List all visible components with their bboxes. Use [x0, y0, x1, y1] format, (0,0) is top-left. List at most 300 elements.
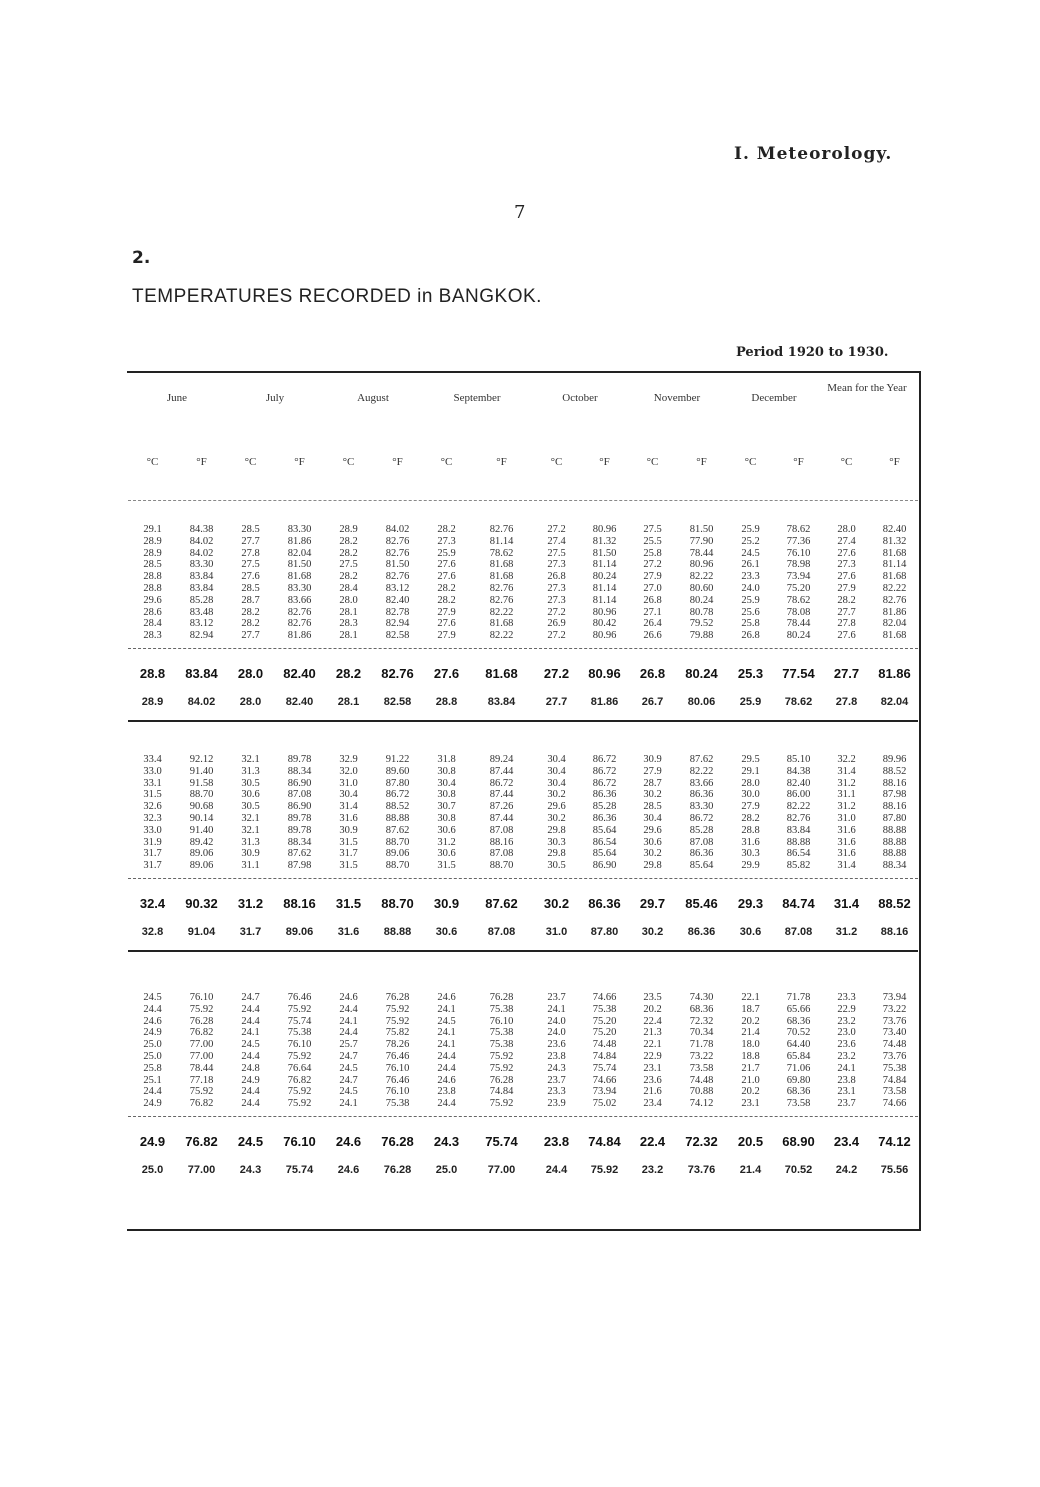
table-cell: 24.1 [437, 1039, 456, 1051]
table-cell: 24.1 [339, 1098, 358, 1110]
table-cell: 25.5 [643, 535, 662, 547]
table-cell: 74.66 [882, 1098, 907, 1110]
table-cell: 29.6 [643, 824, 662, 836]
table-cell: 69.80 [786, 1074, 811, 1086]
table-cell: 23.4 [643, 1098, 662, 1110]
table-cell: 81.14 [489, 535, 514, 547]
table-cell: 24.4 [143, 1003, 162, 1015]
table-cell: 25.0 [435, 1164, 458, 1176]
table-cell: 28.2 [335, 666, 362, 681]
table-cell: 85.64 [689, 860, 714, 872]
table-cell: 27.9 [437, 630, 456, 642]
table-cell: 28.8 [741, 824, 760, 836]
table-cell: 31.4 [339, 801, 358, 813]
table-cell: 82.76 [882, 594, 907, 606]
table-cell: 82.76 [786, 813, 811, 824]
table-cell: 23.6 [837, 1039, 856, 1051]
table-cell: 24.3 [547, 1062, 566, 1074]
table-cell: 82.76 [287, 606, 312, 618]
table-cell: 24.5 [437, 1015, 456, 1027]
table-cell: 30.2 [547, 813, 566, 824]
table-cell: 87.62 [485, 896, 518, 911]
table-cell: 27.9 [741, 801, 760, 813]
table-cell: 87.08 [489, 824, 514, 836]
table-cell: 31.0 [339, 777, 358, 789]
table-cell: 80.96 [689, 559, 714, 571]
table-cell: 81.14 [592, 559, 617, 571]
table-cell: 76.64 [287, 1062, 312, 1074]
table-cell: 24.0 [547, 1015, 566, 1027]
table-cell: 24.6 [437, 1074, 456, 1086]
table-cell: 91.58 [189, 777, 214, 789]
table-cell: 30.3 [547, 836, 566, 848]
section-number: 2. [132, 248, 151, 268]
table-cell: 28.1 [337, 696, 360, 708]
table-cell: 81.14 [592, 583, 617, 594]
table-cell: 77.18 [189, 1074, 214, 1086]
table-cell: 80.24 [689, 594, 714, 606]
table-cell: 30.7 [437, 801, 456, 813]
table-cell: 81.50 [385, 559, 410, 571]
table-cell: 27.7 [837, 606, 856, 618]
table-cell: 73.58 [786, 1098, 811, 1110]
table-cell: 82.76 [385, 571, 410, 583]
table-cell: 24.6 [337, 1164, 360, 1176]
table-cell: 28.7 [643, 777, 662, 789]
table-cell: 24.4 [339, 1027, 358, 1039]
table-cell: 68.36 [786, 1086, 811, 1098]
unit-header-3: °F [294, 456, 305, 468]
table-cell: 88.16 [880, 926, 909, 938]
table-cell: 23.1 [837, 1086, 856, 1098]
table-cell: 77.00 [187, 1164, 216, 1176]
unit-header-6: °C [440, 456, 453, 468]
table-cell: 30.5 [547, 860, 566, 872]
table-cell: 31.5 [143, 789, 162, 801]
table-cell: 28.0 [239, 696, 262, 708]
table-row [128, 1051, 918, 1063]
table-cell: 23.3 [741, 571, 760, 583]
table-cell: 88.16 [882, 777, 907, 789]
table-cell: 85.64 [592, 824, 617, 836]
table-cell: 26.1 [741, 559, 760, 571]
table-cell: 81.14 [882, 559, 907, 571]
table-cell: 85.46 [685, 896, 718, 911]
table-cell: 25.3 [737, 666, 764, 681]
table-cell: 92.12 [189, 754, 214, 765]
table-cell: 18.8 [741, 1051, 760, 1062]
table-cell: 81.86 [882, 606, 907, 618]
table-cell: 88.52 [878, 896, 911, 911]
table-cell: 86.36 [592, 813, 617, 824]
table-cell: 23.4 [833, 1134, 860, 1149]
table-cell: 82.94 [189, 630, 214, 642]
table-cell: 24.4 [241, 1003, 260, 1015]
table-cell: 89.78 [287, 813, 312, 824]
unit-header-8: °C [550, 456, 563, 468]
table-cell: 30.3 [741, 848, 760, 860]
table-cell: 88.88 [385, 813, 410, 824]
table-cell: 31.8 [437, 754, 456, 765]
table-cell: 31.2 [835, 926, 858, 938]
unit-header-13: °F [793, 456, 804, 468]
subtotal-divider [128, 1116, 918, 1117]
table-cell: 82.76 [287, 618, 312, 630]
table-cell: 27.9 [643, 765, 662, 777]
table-cell: 27.6 [433, 666, 460, 681]
table-row [128, 595, 918, 607]
table-cell: 28.8 [139, 666, 166, 681]
table-cell: 71.06 [786, 1062, 811, 1074]
table-cell: 28.2 [437, 594, 456, 606]
table-cell: 25.0 [143, 1039, 162, 1051]
table-cell: 91.40 [189, 824, 214, 836]
table-cell: 30.4 [339, 789, 358, 801]
table-cell: 87.08 [489, 848, 514, 860]
table-cell: 70.52 [786, 1027, 811, 1039]
table-cell: 77.90 [689, 535, 714, 547]
table-cell: 75.38 [489, 1003, 514, 1015]
table-cell: 76.10 [287, 1039, 312, 1051]
table-cell: 31.4 [837, 765, 856, 777]
table-cell: 73.22 [882, 1003, 907, 1015]
table-cell: 78.44 [689, 547, 714, 559]
table-cell: 87.08 [784, 926, 813, 938]
table-cell: 88.88 [882, 824, 907, 836]
table-cell: 23.3 [547, 1086, 566, 1098]
table-cell: 78.08 [786, 606, 811, 618]
table-row [128, 1063, 918, 1075]
table-cell: 23.2 [837, 1051, 856, 1062]
table-cell: 83.30 [287, 524, 312, 535]
table-cell: 30.9 [339, 824, 358, 836]
table-cell: 29.5 [741, 754, 760, 765]
table-cell: 87.08 [689, 836, 714, 848]
table-cell: 28.2 [837, 594, 856, 606]
mean-row [128, 1164, 918, 1176]
table-cell: 83.12 [189, 618, 214, 630]
table-cell: 24.4 [437, 1098, 456, 1110]
table-cell: 23.7 [837, 1098, 856, 1110]
table-cell: 82.76 [381, 666, 414, 681]
table-cell: 86.54 [592, 836, 617, 848]
table-cell: 86.72 [592, 754, 617, 765]
table-cell: 28.2 [241, 606, 260, 618]
table-cell: 76.82 [189, 1027, 214, 1039]
mean-row [128, 926, 918, 938]
table-cell: 88.88 [882, 848, 907, 860]
table-cell: 28.2 [437, 524, 456, 535]
table-cell: 83.12 [385, 583, 410, 594]
unit-header-15: °F [889, 456, 900, 468]
table-cell: 78.26 [385, 1039, 410, 1051]
table-cell: 90.14 [189, 813, 214, 824]
table-cell: 74.12 [689, 1098, 714, 1110]
table-cell: 25.6 [741, 606, 760, 618]
table-cell: 31.7 [239, 926, 262, 938]
table-cell: 24.6 [339, 992, 358, 1003]
table-cell: 87.08 [487, 926, 516, 938]
period-label: Period 1920 to 1930. [736, 345, 889, 360]
table-cell: 28.9 [143, 547, 162, 559]
table-cell: 31.3 [241, 836, 260, 848]
page-number: 7 [514, 202, 526, 223]
table-cell: 81.68 [882, 547, 907, 559]
table-cell: 76.28 [489, 1074, 514, 1086]
table-cell: 81.86 [287, 535, 312, 547]
table-cell: 30.9 [241, 848, 260, 860]
table-cell: 84.74 [782, 896, 815, 911]
table-cell: 24.5 [741, 547, 760, 559]
table-row [128, 1086, 918, 1098]
table-cell: 27.3 [547, 583, 566, 594]
table-cell: 74.84 [592, 1051, 617, 1062]
table-cell: 87.80 [385, 777, 410, 789]
table-cell: 86.90 [287, 777, 312, 789]
table-cell: 22.1 [643, 1039, 662, 1051]
table-cell: 24.4 [241, 1015, 260, 1027]
table-cell: 29.8 [547, 848, 566, 860]
table-cell: 28.0 [837, 524, 856, 535]
table-cell: 25.0 [141, 1164, 164, 1176]
table-cell: 22.9 [837, 1003, 856, 1015]
table-cell: 28.8 [143, 571, 162, 583]
table-cell: 23.8 [837, 1074, 856, 1086]
table-cell: 88.16 [882, 801, 907, 813]
table-cell: 80.60 [689, 583, 714, 594]
table-cell: 82.22 [689, 571, 714, 583]
table-row [128, 1075, 918, 1087]
table-cell: 24.3 [433, 1134, 460, 1149]
table-cell: 86.72 [592, 777, 617, 789]
table-cell: 75.20 [786, 583, 811, 594]
table-cell: 31.0 [837, 813, 856, 824]
table-cell: 21.0 [741, 1074, 760, 1086]
table-cell: 81.68 [287, 571, 312, 583]
table-cell: 65.66 [786, 1003, 811, 1015]
table-cell: 72.32 [685, 1134, 718, 1149]
table-cell: 28.0 [339, 594, 358, 606]
table-cell: 75.92 [287, 1003, 312, 1015]
table-row [128, 630, 918, 642]
table-cell: 30.9 [643, 754, 662, 765]
table-cell: 28.5 [643, 801, 662, 813]
table-cell: 88.88 [882, 836, 907, 848]
table-cell: 27.2 [547, 524, 566, 535]
month-header-august: August [357, 392, 389, 404]
table-cell: 83.48 [189, 606, 214, 618]
table-cell: 27.7 [241, 630, 260, 642]
table-cell: 75.38 [489, 1027, 514, 1039]
table-cell: 28.9 [143, 535, 162, 547]
table-cell: 70.88 [689, 1086, 714, 1098]
table-cell: 31.1 [241, 860, 260, 872]
table-row [128, 801, 918, 813]
table-cell: 29.3 [737, 896, 764, 911]
table-cell: 83.84 [189, 583, 214, 594]
table-cell: 27.6 [437, 559, 456, 571]
table-cell: 30.6 [435, 926, 458, 938]
table-row [128, 789, 918, 801]
table-cell: 87.80 [590, 926, 619, 938]
table-cell: 82.40 [882, 524, 907, 535]
table-cell: 23.8 [543, 1134, 570, 1149]
table-cell: 31.7 [143, 860, 162, 872]
table-cell: 88.88 [383, 926, 412, 938]
table-cell: 30.5 [241, 777, 260, 789]
table-cell: 86.72 [689, 813, 714, 824]
month-header-october: October [562, 392, 598, 404]
table-cell: 86.72 [385, 789, 410, 801]
table-cell: 27.9 [643, 571, 662, 583]
table-cell: 27.5 [339, 559, 358, 571]
table-cell: 28.5 [143, 559, 162, 571]
table-cell: 31.7 [339, 848, 358, 860]
table-cell: 80.96 [592, 524, 617, 535]
average-row [128, 898, 918, 910]
table-cell: 82.40 [283, 666, 316, 681]
table-cell: 71.78 [786, 992, 811, 1003]
table-cell: 89.06 [285, 926, 314, 938]
table-row [128, 1004, 918, 1016]
table-cell: 78.62 [784, 696, 813, 708]
table-cell: 23.2 [641, 1164, 664, 1176]
table-cell: 83.84 [786, 824, 811, 836]
table-cell: 20.2 [741, 1015, 760, 1027]
table-cell: 31.1 [837, 789, 856, 801]
table-cell: 28.8 [435, 696, 458, 708]
table-cell: 31.2 [437, 836, 456, 848]
table-cell: 30.2 [543, 896, 570, 911]
table-cell: 75.38 [592, 1003, 617, 1015]
table-cell: 27.5 [547, 547, 566, 559]
table-cell: 22.1 [741, 992, 760, 1003]
table-cell: 80.06 [687, 696, 716, 708]
table-cell: 76.46 [385, 1051, 410, 1062]
section-header: I. Meteorology. [734, 144, 893, 164]
unit-header-2: °C [244, 456, 257, 468]
table-cell: 77.54 [782, 666, 815, 681]
table-cell: 76.46 [287, 992, 312, 1003]
table-cell: 25.0 [143, 1051, 162, 1062]
table-cell: 26.7 [641, 696, 664, 708]
table-cell: 29.8 [547, 824, 566, 836]
table-row [128, 583, 918, 595]
month-header-june: June [166, 392, 188, 404]
table-cell: 84.38 [786, 765, 811, 777]
month-header-july: July [265, 392, 285, 404]
table-cell: 22.4 [643, 1015, 662, 1027]
table-cell: 72.32 [689, 1015, 714, 1027]
table-cell: 86.36 [687, 926, 716, 938]
table-cell: 30.6 [437, 848, 456, 860]
table-cell: 91.22 [385, 754, 410, 765]
table-cell: 76.28 [381, 1134, 414, 1149]
table-cell: 74.12 [878, 1134, 911, 1149]
table-cell: 21.3 [643, 1027, 662, 1039]
table-title: TEMPERATURES RECORDED in BANGKOK. [132, 286, 542, 307]
table-cell: 81.86 [590, 696, 619, 708]
table-cell: 65.84 [786, 1051, 811, 1062]
table-cell: 68.36 [689, 1003, 714, 1015]
table-cell: 30.4 [643, 813, 662, 824]
table-cell: 89.96 [882, 754, 907, 765]
table-cell: 31.5 [339, 860, 358, 872]
table-cell: 76.28 [383, 1164, 412, 1176]
table-cell: 70.34 [689, 1027, 714, 1039]
table-cell: 75.82 [385, 1027, 410, 1039]
table-cell: 27.2 [547, 630, 566, 642]
table-cell: 27.9 [437, 606, 456, 618]
table-cell: 28.2 [741, 813, 760, 824]
table-cell: 75.38 [489, 1039, 514, 1051]
table-cell: 75.92 [287, 1086, 312, 1098]
table-cell: 88.88 [786, 836, 811, 848]
table-cell: 76.82 [189, 1098, 214, 1110]
table-cell: 25.9 [739, 696, 762, 708]
table-cell: 88.34 [287, 765, 312, 777]
table-cell: 33.1 [143, 777, 162, 789]
table-cell: 82.40 [786, 777, 811, 789]
table-row [128, 1098, 918, 1110]
table-cell: 21.7 [741, 1062, 760, 1074]
table-cell: 28.5 [241, 583, 260, 594]
table-cell: 79.88 [689, 630, 714, 642]
table-cell: 81.50 [689, 524, 714, 535]
table-cell: 25.2 [741, 535, 760, 547]
table-cell: 89.06 [385, 848, 410, 860]
table-cell: 23.0 [837, 1027, 856, 1039]
table-cell: 88.52 [385, 801, 410, 813]
table-cell: 85.64 [592, 848, 617, 860]
table-cell: 85.28 [189, 594, 214, 606]
table-cell: 32.1 [241, 754, 260, 765]
table-cell: 27.7 [833, 666, 860, 681]
table-cell: 76.46 [385, 1074, 410, 1086]
table-cell: 81.50 [592, 547, 617, 559]
table-row [128, 559, 918, 571]
table-cell: 74.66 [592, 992, 617, 1003]
table-cell: 31.4 [833, 896, 860, 911]
table-row [128, 536, 918, 548]
table-cell: 20.5 [737, 1134, 764, 1149]
unit-header-14: °C [840, 456, 853, 468]
table-cell: 83.84 [189, 571, 214, 583]
table-cell: 78.44 [189, 1062, 214, 1074]
table-cell: 24.5 [241, 1039, 260, 1051]
table-cell: 21.4 [741, 1027, 760, 1039]
table-cell: 30.6 [241, 789, 260, 801]
table-cell: 28.6 [143, 606, 162, 618]
table-cell: 27.0 [643, 583, 662, 594]
table-cell: 76.10 [189, 992, 214, 1003]
table-cell: 77.36 [786, 535, 811, 547]
table-cell: 73.76 [687, 1164, 716, 1176]
table-cell: 32.2 [837, 754, 856, 765]
table-row [128, 607, 918, 619]
table-cell: 33.4 [143, 754, 162, 765]
table-cell: 24.4 [437, 1051, 456, 1062]
table-cell: 27.3 [547, 559, 566, 571]
table-cell: 23.8 [437, 1086, 456, 1098]
table-cell: 88.70 [385, 836, 410, 848]
table-cell: 82.22 [882, 583, 907, 594]
table-cell: 87.62 [689, 754, 714, 765]
table-cell: 33.0 [143, 824, 162, 836]
table-cell: 82.76 [489, 594, 514, 606]
table-cell: 75.92 [489, 1098, 514, 1110]
table-cell: 24.1 [547, 1003, 566, 1015]
